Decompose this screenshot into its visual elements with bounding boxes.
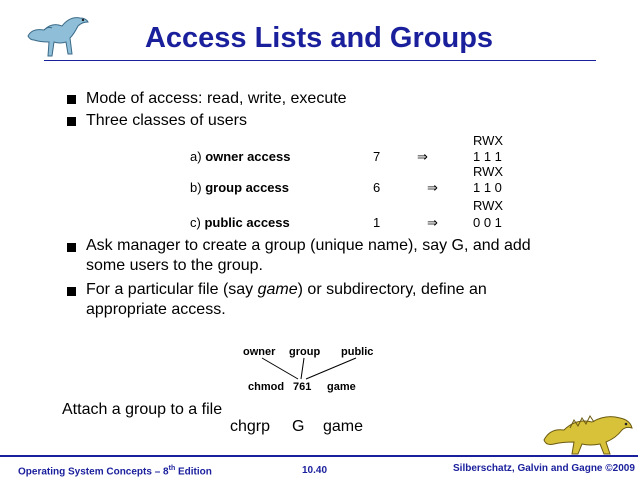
class-number-owner: 7 [373, 149, 381, 164]
diagram-chmod: chmod [248, 381, 285, 393]
bits-group: 1 1 0 [473, 180, 502, 195]
footer-rule [0, 455, 638, 457]
diagram-connector-lines [240, 355, 380, 381]
bullet-line: Ask manager to create a group (unique name), say G, and add [86, 237, 531, 254]
footer-page-number: 10.40 [302, 465, 328, 476]
bullet-line: appropriate access. [86, 301, 226, 318]
bullet-icon [67, 117, 76, 126]
attach-group-text: Attach a group to a file [62, 401, 223, 418]
title-rule [44, 60, 596, 61]
footer-edition: Edition [175, 466, 212, 478]
rwx-header-owner: RWX [473, 133, 504, 148]
bullet-mode-of-access: Mode of access: read, write, execute [86, 90, 347, 107]
class-row-group [190, 180, 289, 195]
rwx-header-group: RWX [473, 164, 504, 179]
class-number-public: 1 [373, 215, 381, 230]
bits-owner: 1 1 1 [473, 149, 502, 164]
diagram-value: 761 [293, 381, 312, 393]
bullet-icon [67, 95, 76, 104]
class-row-public [190, 215, 290, 230]
slide-title: Access Lists and Groups [144, 22, 494, 54]
footer-left [18, 465, 212, 477]
bullet-ask-manager [86, 236, 531, 276]
class-name: public access [204, 215, 290, 230]
class-prefix: a) [190, 149, 202, 164]
arrow-icon: ⇒ [427, 215, 438, 230]
class-prefix: c) [190, 215, 201, 230]
class-name: owner access [205, 149, 291, 164]
bullet-three-classes: Three classes of users [86, 112, 247, 129]
command-arg-file: game [323, 418, 364, 435]
class-name: group access [205, 180, 290, 195]
command-chgrp: chgrp [230, 418, 271, 435]
diagram-owner-label: owner [243, 346, 276, 358]
text-part: For a particular file (say [86, 281, 258, 298]
footer-sup: th [168, 465, 176, 472]
arrow-icon: ⇒ [427, 180, 438, 195]
dinosaur-icon-bottom [540, 404, 636, 456]
footer-book: Operating System Concepts – 8 [18, 466, 169, 478]
text-emphasis: game [257, 281, 298, 298]
footer-right: Silberschatz, Galvin and Gagne ©2009 [453, 463, 635, 474]
class-number-group: 6 [373, 180, 381, 195]
class-row-owner [190, 149, 290, 164]
diagram-group-label: group [289, 346, 321, 358]
bits-public: 0 0 1 [473, 215, 502, 230]
bullet-line [86, 280, 487, 300]
diagram-public-label: public [341, 346, 374, 358]
rwx-header-public: RWX [473, 198, 504, 213]
class-prefix: b) [190, 180, 202, 195]
bullet-icon [67, 287, 76, 296]
bullet-particular-file [86, 280, 487, 320]
command-arg-group: G [292, 418, 305, 435]
bullet-line: some users to the group. [86, 257, 263, 274]
arrow-icon: ⇒ [417, 149, 428, 164]
diagram-game: game [327, 381, 356, 393]
bullet-icon [67, 243, 76, 252]
text-part: ) or subdirectory, define an [297, 281, 487, 298]
